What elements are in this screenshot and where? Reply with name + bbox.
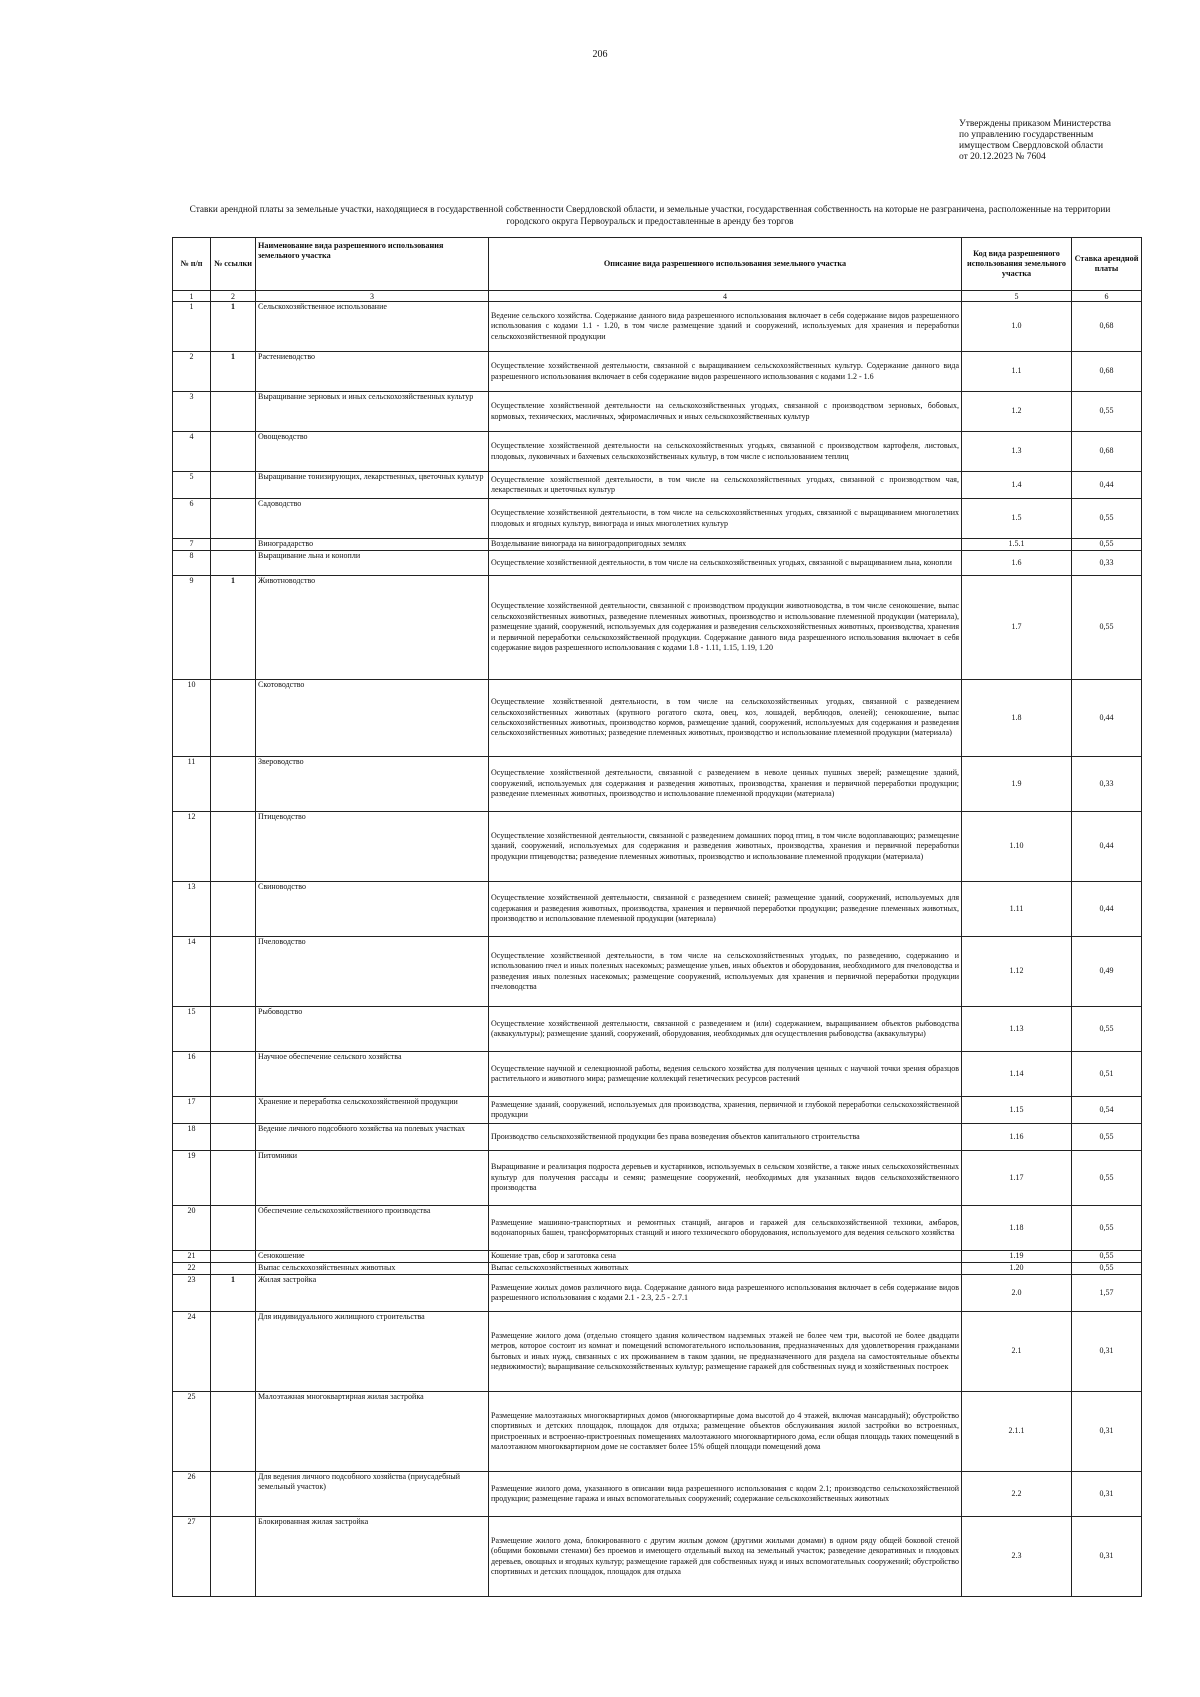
- table-body: [173, 302, 1142, 1597]
- reference-number: 1: [211, 352, 256, 392]
- table-row: [173, 539, 1142, 551]
- reference-number: [211, 432, 256, 472]
- land-use-description: Осуществление хозяйственной деятельности, в том числе на сельскохозяйственных угодьях, связанной с разведением сельскохозяйственных животных (крупного рогатого скота, овец, коз, лошадей, верблюдов, оленей); сенокошение, выпас сельскохозяйственных животных, производство кормов, размещение зданий, сооружений, используемых для содержания и разведения сельскохозяйственных животных; разведение племенных животных, производство и использование племенной продукции (материала): [489, 680, 962, 757]
- table-row: [173, 680, 1142, 757]
- reference-number: [211, 539, 256, 551]
- rent-rate: 0,44: [1072, 472, 1142, 499]
- land-use-description: Кошение трав, сбор и заготовка сена: [489, 1251, 962, 1263]
- reference-number: [211, 472, 256, 499]
- table-row: [173, 302, 1142, 352]
- reference-number: 1: [211, 302, 256, 352]
- land-use-code: 2.0: [962, 1275, 1072, 1312]
- row-number: 14: [173, 937, 211, 1007]
- land-use-description: Осуществление хозяйственной деятельности, связанной с разведением домашних пород птиц, в том числе водоплавающих; размещение зданий, сооружений, используемых для содержания и разведения животных, производства, хранения и первичной переработки продукции птицеводства; разведение племенных животных, производство и использование племенной продукции (материала): [489, 812, 962, 882]
- rent-rate: 0,49: [1072, 937, 1142, 1007]
- reference-number: [211, 1472, 256, 1517]
- rent-rate: 0,31: [1072, 1517, 1142, 1597]
- table-row: [173, 551, 1142, 576]
- table-header-row: [173, 238, 1142, 291]
- rent-rate: 0,55: [1072, 1251, 1142, 1263]
- table-row: [173, 1312, 1142, 1392]
- land-use-name: Выращивание зерновых и иных сельскохозяйственных культур: [256, 392, 489, 432]
- land-use-code: 1.16: [962, 1124, 1072, 1151]
- row-number: 16: [173, 1052, 211, 1097]
- table-row: [173, 1097, 1142, 1124]
- rent-rate: 0,54: [1072, 1097, 1142, 1124]
- reference-number: [211, 1263, 256, 1275]
- land-use-description: Осуществление хозяйственной деятельности, в том числе на сельскохозяйственных угодьях, связанной с выращиванием льна, конопли: [489, 551, 962, 576]
- row-number: 18: [173, 1124, 211, 1151]
- land-use-name: Растениеводство: [256, 352, 489, 392]
- row-number: 4: [173, 432, 211, 472]
- column-number: 3: [256, 291, 489, 302]
- rent-rate: 0,51: [1072, 1052, 1142, 1097]
- reference-number: [211, 1151, 256, 1206]
- document-title: Ставки арендной платы за земельные участки, находящиеся в государственной собственности Свердловской области, и земельные участки, государственная собственность на которые не разграничена, расположенные на территории городского округа Первоуральск и предоставленные в аренду без торгов: [189, 205, 1111, 227]
- land-use-description: Осуществление хозяйственной деятельности на сельскохозяйственных угодьях, связанной с производством картофеля, листовых, плодовых, луковичных и бахчевых сельскохозяйственных культур, в том числе с использованием теплиц: [489, 432, 962, 472]
- rent-rate: 0,31: [1072, 1312, 1142, 1392]
- header-rate: Ставка арендной платы: [1072, 238, 1142, 291]
- land-use-name: Скотоводство: [256, 680, 489, 757]
- reference-number: [211, 1124, 256, 1151]
- rent-rate: 0,68: [1072, 302, 1142, 352]
- land-use-code: 2.1.1: [962, 1392, 1072, 1472]
- table-row: [173, 757, 1142, 812]
- row-number: 20: [173, 1206, 211, 1251]
- land-use-code: 1.6: [962, 551, 1072, 576]
- land-use-description: Осуществление хозяйственной деятельности, в том числе на сельскохозяйственных угодьях, по разведению, содержанию и использованию пчел и иных полезных насекомых; размещение ульев, иных объектов и оборудования, необходимого для пчеловодства и разведения иных полезных насекомых; размещение сооружений, используемых для хранения и первичной переработки продукции пчеловодства: [489, 937, 962, 1007]
- land-use-description: Осуществление хозяйственной деятельности, связанной с разведением свиней; размещение зданий, сооружений, используемых для содержания и разведения животных, производства, хранения и первичной переработки продукции; разведение племенных животных, производство и использование племенной продукции (материала): [489, 882, 962, 937]
- land-use-name: Сенокошение: [256, 1251, 489, 1263]
- row-number: 5: [173, 472, 211, 499]
- land-use-code: 1.0: [962, 302, 1072, 352]
- land-use-description: Осуществление хозяйственной деятельности, связанной с производством продукции животноводства, в том числе сенокошение, выпас сельскохозяйственных животных, разведение племенных животных, производство и использование племенной продукции (материала), размещение зданий, сооружений, используемых для содержания и разведения сельскохозяйственных животных, производства, хранения и первичной переработки сельскохозяйственной продукции. Содержание данного вида разрешенного использования включает в себя содержание видов разрешенного использования с кодами 1.8 - 1.11, 1.15, 1.19, 1.20: [489, 576, 962, 680]
- header-name: Наименование вида разрешенного использования земельного участка: [256, 238, 489, 291]
- table-row: [173, 1206, 1142, 1251]
- column-number: 5: [962, 291, 1072, 302]
- land-use-description: Осуществление хозяйственной деятельности, в том числе на сельскохозяйственных угодьях, связанной с производством чая, лекарственных и цветочных культур: [489, 472, 962, 499]
- land-use-description: Производство сельскохозяйственной продукции без права возведения объектов капитального строительства: [489, 1124, 962, 1151]
- rent-rate: 0,33: [1072, 551, 1142, 576]
- rent-rate: 0,55: [1072, 1263, 1142, 1275]
- reference-number: [211, 1517, 256, 1597]
- table-row: [173, 472, 1142, 499]
- row-number: 1: [173, 302, 211, 352]
- land-use-name: Питомники: [256, 1151, 489, 1206]
- reference-number: [211, 757, 256, 812]
- land-use-description: Осуществление научной и селекционной работы, ведения сельского хозяйства для получения ценных с научной точки зрения образцов растительного и животного мира; размещение коллекций генетических ресурсов растений: [489, 1052, 962, 1097]
- rent-rate: 1,57: [1072, 1275, 1142, 1312]
- land-use-code: 1.18: [962, 1206, 1072, 1251]
- land-use-name: Звероводство: [256, 757, 489, 812]
- table-row: [173, 1124, 1142, 1151]
- rent-rate: 0,55: [1072, 1007, 1142, 1052]
- rent-rate: 0,55: [1072, 539, 1142, 551]
- header-idx: № п/п: [173, 238, 211, 291]
- land-use-description: Осуществление хозяйственной деятельности, в том числе на сельскохозяйственных угодьях, связанной с выращиванием многолетних плодовых и ягодных культур, винограда и иных многолетних культур: [489, 499, 962, 539]
- reference-number: [211, 1052, 256, 1097]
- land-use-code: 2.1: [962, 1312, 1072, 1392]
- land-use-name: Малоэтажная многоквартирная жилая застройка: [256, 1392, 489, 1472]
- land-use-name: Ведение личного подсобного хозяйства на полевых участках: [256, 1124, 489, 1151]
- land-use-code: 1.19: [962, 1251, 1072, 1263]
- row-number: 26: [173, 1472, 211, 1517]
- land-use-description: Возделывание винограда на виноградопригодных землях: [489, 539, 962, 551]
- land-use-name: Свиноводство: [256, 882, 489, 937]
- land-use-description: Размещение жилого дома, указанного в описании вида разрешенного использования с кодом 2.1; производство сельскохозяйственной продукции; размещение гаража и иных вспомогательных сооружений; содержание сельскохозяйственных животных: [489, 1472, 962, 1517]
- land-use-description: Размещение малоэтажных многоквартирных домов (многоквартирные дома высотой до 4 этажей, включая мансардный); обустройство спортивных и детских площадок, площадок для отдыха; размещение объектов обслуживания жилой застройки во встроенных, пристроенных и встроенно-пристроенных помещениях малоэтажного многоквартирного дома, если общая площадь таких помещений в малоэтажном многоквартирном доме не составляет более 15% общей площади помещений дома: [489, 1392, 962, 1472]
- land-use-code: 1.2: [962, 392, 1072, 432]
- rent-rate: 0,31: [1072, 1472, 1142, 1517]
- reference-number: [211, 1007, 256, 1052]
- row-number: 25: [173, 1392, 211, 1472]
- row-number: 2: [173, 352, 211, 392]
- land-use-description: Ведение сельского хозяйства. Содержание данного вида разрешенного использования включает в себя содержание видов разрешенного использования с кодами 1.1 - 1.20, в том числе размещение зданий и сооружений, используемых для хранения и переработки сельскохозяйственной продукции: [489, 302, 962, 352]
- reference-number: [211, 1097, 256, 1124]
- page-number: 206: [592, 49, 608, 60]
- approval-stamp: [959, 119, 1189, 163]
- row-number: 10: [173, 680, 211, 757]
- land-use-name: Садоводство: [256, 499, 489, 539]
- table-row: [173, 499, 1142, 539]
- land-use-name: Хранение и переработка сельскохозяйственной продукции: [256, 1097, 489, 1124]
- land-use-description: Выращивание и реализация подроста деревьев и кустарников, используемых в сельском хозяйстве, а также иных сельскохозяйственных культур для получения рассады и семян; размещение сооружений, необходимых для указанных видов сельскохозяйственного производства: [489, 1151, 962, 1206]
- row-number: 6: [173, 499, 211, 539]
- reference-number: [211, 680, 256, 757]
- land-use-code: 1.7: [962, 576, 1072, 680]
- table-row: [173, 1392, 1142, 1472]
- land-use-code: 1.11: [962, 882, 1072, 937]
- land-use-code: 1.4: [962, 472, 1072, 499]
- land-use-description: Осуществление хозяйственной деятельности, связанной с выращиванием сельскохозяйственных культур. Содержание данного вида разрешенного использования включает в себя содержание видов разрешенного использования с кодами 1.2 - 1.6: [489, 352, 962, 392]
- reference-number: [211, 1312, 256, 1392]
- table-row: [173, 1472, 1142, 1517]
- table-row: [173, 1251, 1142, 1263]
- row-number: 13: [173, 882, 211, 937]
- header-code: Код вида разрешенного использования земельного участка: [962, 238, 1072, 291]
- rent-rate: 0,68: [1072, 432, 1142, 472]
- land-use-name: Научное обеспечение сельского хозяйства: [256, 1052, 489, 1097]
- land-use-name: Выпас сельскохозяйственных животных: [256, 1263, 489, 1275]
- rent-rate: 0,55: [1072, 499, 1142, 539]
- approval-line: от 20.12.2023 № 7604: [959, 152, 1046, 162]
- rates-table: [172, 237, 1142, 1597]
- table-row: [173, 1052, 1142, 1097]
- land-use-code: 2.3: [962, 1517, 1072, 1597]
- reference-number: 1: [211, 576, 256, 680]
- header-desc: Описание вида разрешенного использования земельного участка: [489, 238, 962, 291]
- land-use-description: Осуществление хозяйственной деятельности, связанной с разведением и (или) содержанием, выращиванием объектов рыбоводства (аквакультуры); размещение зданий, сооружений, оборудования, необходимых для осуществления рыбоводства (аквакультуры): [489, 1007, 962, 1052]
- land-use-name: Сельскохозяйственное использование: [256, 302, 489, 352]
- row-number: 8: [173, 551, 211, 576]
- table-row: [173, 432, 1142, 472]
- rent-rate: 0,55: [1072, 1151, 1142, 1206]
- row-number: 11: [173, 757, 211, 812]
- row-number: 15: [173, 1007, 211, 1052]
- land-use-description: Размещение зданий, сооружений, используемых для производства, хранения, первичной и глубокой переработки сельскохозяйственной продукции: [489, 1097, 962, 1124]
- land-use-code: 1.17: [962, 1151, 1072, 1206]
- land-use-name: Выращивание тонизирующих, лекарственных, цветочных культур: [256, 472, 489, 499]
- table-row: [173, 1263, 1142, 1275]
- header-ref: № ссылки: [211, 238, 256, 291]
- row-number: 19: [173, 1151, 211, 1206]
- row-number: 17: [173, 1097, 211, 1124]
- row-number: 3: [173, 392, 211, 432]
- land-use-code: 1.9: [962, 757, 1072, 812]
- land-use-description: Размещение жилого дома (отдельно стоящего здания количеством надземных этажей не более чем три, высотой не более двадцати метров, которое состоит из комнат и помещений вспомогательного использования, предназначенных для удовлетворения гражданами бытовых и иных нужд, связанных с их проживанием в таком здании, не предназначенного для раздела на самостоятельные объекты недвижимости); выращивание сельскохозяйственных культур; размещение гаражей для собственных нужд и хозяйственных построек: [489, 1312, 962, 1392]
- rent-rate: 0,55: [1072, 392, 1142, 432]
- rent-rate: 0,55: [1072, 1124, 1142, 1151]
- rent-rate: 0,68: [1072, 352, 1142, 392]
- land-use-description: Осуществление хозяйственной деятельности, связанной с разведением в неволе ценных пушных зверей; размещение зданий, сооружений, используемых для содержания и разведения животных, производства, хранения и первичной переработки продукции; разведение племенных животных, производство и использование племенной продукции (материала): [489, 757, 962, 812]
- table-row: [173, 882, 1142, 937]
- table-row: [173, 937, 1142, 1007]
- rent-rate: 0,33: [1072, 757, 1142, 812]
- rent-rate: 0,55: [1072, 1206, 1142, 1251]
- approval-line: имуществом Свердловской области: [959, 141, 1104, 151]
- land-use-code: 1.3: [962, 432, 1072, 472]
- land-use-name: Виноградарство: [256, 539, 489, 551]
- land-use-name: Для ведения личного подсобного хозяйства (приусадебный земельный участок): [256, 1472, 489, 1517]
- rent-rate: 0,44: [1072, 680, 1142, 757]
- land-use-code: 1.13: [962, 1007, 1072, 1052]
- table-row: [173, 352, 1142, 392]
- reference-number: [211, 551, 256, 576]
- land-use-description: Выпас сельскохозяйственных животных: [489, 1263, 962, 1275]
- reference-number: [211, 882, 256, 937]
- table-row: [173, 1151, 1142, 1206]
- reference-number: [211, 812, 256, 882]
- land-use-code: 1.15: [962, 1097, 1072, 1124]
- rent-rate: 0,55: [1072, 576, 1142, 680]
- land-use-description: Размещение жилого дома, блокированного с другим жилым домом (другими жилыми домами) в одном ряду общей боковой стеной (общими боковыми стенами) без проемов и имеющего отдельный выход на земельный участок; разведение декоративных и плодовых деревьев, овощных и ягодных культур; размещение гаражей для собственных нужд и иных вспомогательных сооружений; обустройство спортивных и детских площадок, площадок для отдыха: [489, 1517, 962, 1597]
- table-row: [173, 1007, 1142, 1052]
- row-number: 9: [173, 576, 211, 680]
- rent-rate: 0,44: [1072, 882, 1142, 937]
- rent-rate: 0,31: [1072, 1392, 1142, 1472]
- reference-number: [211, 1392, 256, 1472]
- table-row: [173, 1275, 1142, 1312]
- row-number: 23: [173, 1275, 211, 1312]
- row-number: 27: [173, 1517, 211, 1597]
- land-use-name: Животноводство: [256, 576, 489, 680]
- land-use-description: Размещение жилых домов различного вида. Содержание данного вида разрешенного использования включает в себя содержание видов разрешенного использования с кодами 2.1 - 2.3, 2.5 - 2.7.1: [489, 1275, 962, 1312]
- land-use-code: 1.20: [962, 1263, 1072, 1275]
- land-use-name: Выращивание льна и конопли: [256, 551, 489, 576]
- reference-number: [211, 499, 256, 539]
- land-use-description: Осуществление хозяйственной деятельности на сельскохозяйственных угодьях, связанной с производством зерновых, бобовых, кормовых, технических, масличных, эфиромасличных и иных сельскохозяйственных культур: [489, 392, 962, 432]
- land-use-code: 1.10: [962, 812, 1072, 882]
- row-number: 24: [173, 1312, 211, 1392]
- rent-rate: 0,44: [1072, 812, 1142, 882]
- row-number: 21: [173, 1251, 211, 1263]
- row-number: 12: [173, 812, 211, 882]
- column-number: 6: [1072, 291, 1142, 302]
- land-use-name: Жилая застройка: [256, 1275, 489, 1312]
- land-use-name: Блокированная жилая застройка: [256, 1517, 489, 1597]
- land-use-name: Птицеводство: [256, 812, 489, 882]
- reference-number: [211, 1206, 256, 1251]
- land-use-name: Для индивидуального жилищного строительства: [256, 1312, 489, 1392]
- land-use-name: Овощеводство: [256, 432, 489, 472]
- table-row: [173, 812, 1142, 882]
- row-number: 7: [173, 539, 211, 551]
- column-number: 2: [211, 291, 256, 302]
- land-use-description: Размещение машинно-транспортных и ремонтных станций, ангаров и гаражей для сельскохозяйственной техники, амбаров, водонапорных башен, трансформаторных станций и иного технического оборудования, используемого для ведения сельского хозяйства: [489, 1206, 962, 1251]
- land-use-code: 1.14: [962, 1052, 1072, 1097]
- column-number: 4: [489, 291, 962, 302]
- land-use-code: 1.5.1: [962, 539, 1072, 551]
- table-row: [173, 1517, 1142, 1597]
- land-use-code: 1.5: [962, 499, 1072, 539]
- row-number: 22: [173, 1263, 211, 1275]
- approval-line: по управлению государственным: [959, 130, 1094, 140]
- approval-line: Утверждены приказом Министерства: [959, 119, 1111, 129]
- land-use-code: 2.2: [962, 1472, 1072, 1517]
- table-row: [173, 392, 1142, 432]
- column-number-row: [173, 291, 1142, 302]
- land-use-name: Рыбоводство: [256, 1007, 489, 1052]
- land-use-code: 1.8: [962, 680, 1072, 757]
- table-row: [173, 576, 1142, 680]
- reference-number: [211, 392, 256, 432]
- land-use-name: Обеспечение сельскохозяйственного производства: [256, 1206, 489, 1251]
- reference-number: 1: [211, 1275, 256, 1312]
- column-number: 1: [173, 291, 211, 302]
- land-use-code: 1.1: [962, 352, 1072, 392]
- land-use-name: Пчеловодство: [256, 937, 489, 1007]
- land-use-code: 1.12: [962, 937, 1072, 1007]
- reference-number: [211, 1251, 256, 1263]
- reference-number: [211, 937, 256, 1007]
